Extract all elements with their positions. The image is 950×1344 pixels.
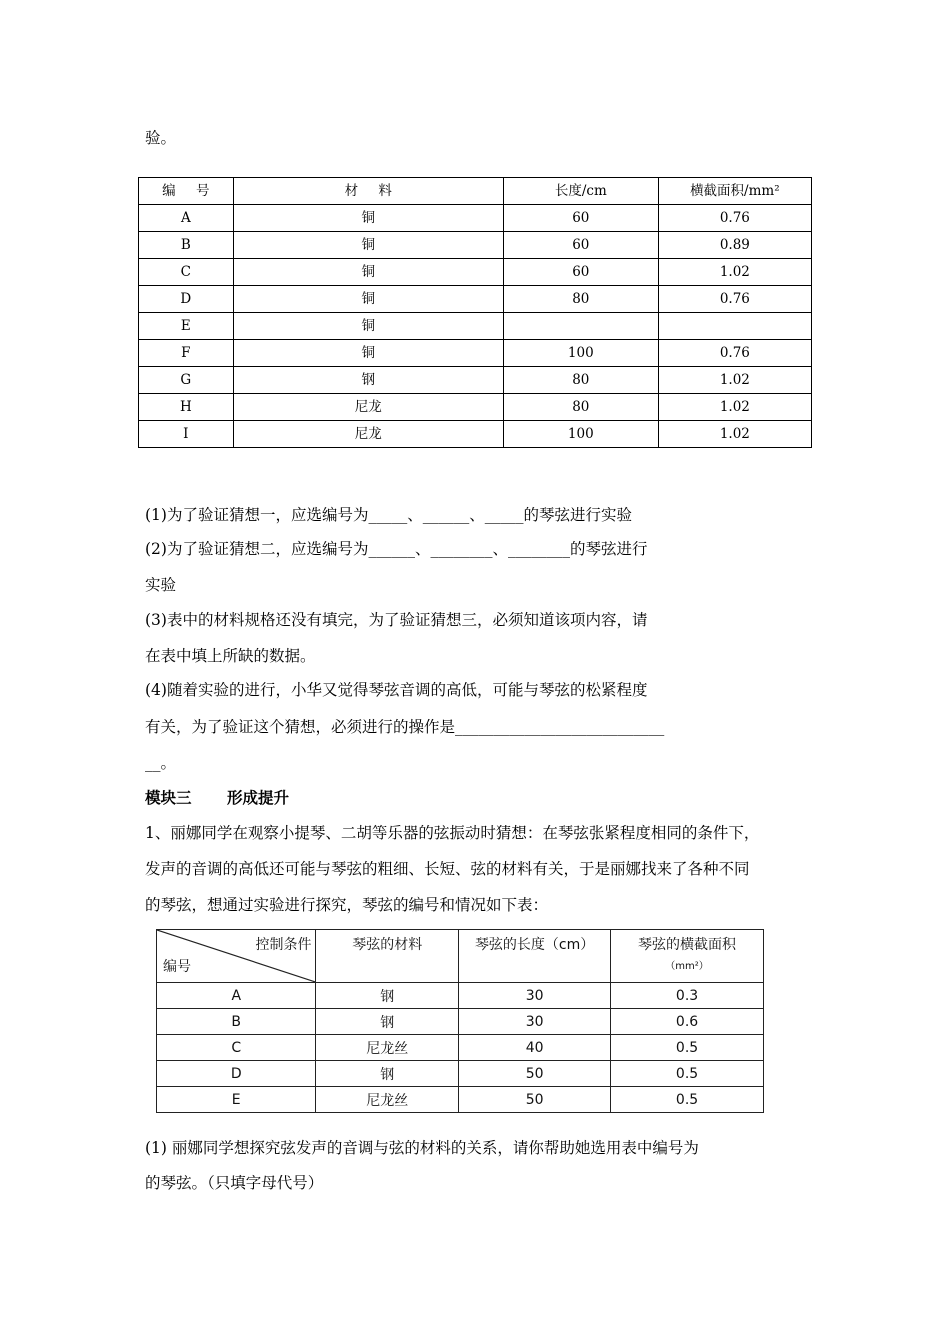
header-cell: 琴弦的长度（cm） [459,930,611,983]
cell: 0.5 [611,1061,764,1087]
strings-table-2 [156,929,764,1113]
cell: 铜 [233,205,503,232]
cell: 铜 [233,259,503,286]
cell: 尼龙丝 [316,1087,459,1113]
problem-1-line-2: 发声的音调的高低还可能与琴弦的粗细、长短、弦的材料有关，于是丽娜找来了各种不同 [145,860,750,878]
cell: 1.02 [658,367,811,394]
header-cell: 长度/cm [503,178,658,205]
question-2-line-2: 实验 [145,576,177,594]
cell: 30 [459,983,611,1009]
cell: H [139,394,234,421]
cell: I [139,421,234,448]
cell: 尼龙丝 [316,1035,459,1061]
cell: 铜 [233,313,503,340]
cell: 钢 [233,367,503,394]
cell: 1.02 [658,421,811,448]
cell: 0.76 [658,340,811,367]
header-cell: 琴弦的材料 [316,930,459,983]
cell: B [139,232,234,259]
cell: B [157,1009,316,1035]
question-4-line-1: (4)随着实验的进行，小华又觉得琴弦音调的高低，可能与琴弦的松紧程度 [145,681,648,699]
table-row [139,367,812,394]
cell: E [157,1087,316,1113]
corner-header-cell [157,930,316,983]
cell [658,313,811,340]
table-row [139,286,812,313]
header-cell [611,930,764,983]
table-row [157,1009,764,1035]
cell: 钢 [316,1009,459,1035]
header-cell: 横截面积/mm² [658,178,811,205]
cell: 100 [503,340,658,367]
table-row [139,421,812,448]
cell [503,313,658,340]
module-title: 模块三 [145,789,192,807]
cell: 尼龙 [233,394,503,421]
cell: 铜 [233,286,503,313]
cell: 80 [503,367,658,394]
cell: 50 [459,1061,611,1087]
header-cell-text: 琴弦的横截面积 [638,937,737,953]
header-cell: 材 料 [233,178,503,205]
cell: 0.76 [658,286,811,313]
cell: G [139,367,234,394]
question-4-line-2: 有关，为了验证这个猜想，必须进行的操作是___________________________ [145,718,665,736]
cell: C [157,1035,316,1061]
question-4-line-3: __。 [145,754,177,772]
cell: D [157,1061,316,1087]
cell: 0.76 [658,205,811,232]
header-cell: 编 号 [139,178,234,205]
problem-1-line-3: 的琴弦，想通过实验进行探究，琴弦的编号和情况如下表： [145,896,549,914]
table-row [139,340,812,367]
question-3-line-2: 在表中填上所缺的数据。 [145,647,316,665]
question-1: (1)为了验证猜想一，应选编号为_____、______、_____的琴弦进行实验 [145,506,632,524]
cell: 1.02 [658,259,811,286]
sub-question-1-line-1: (1) 丽娜同学想探究弦发声的音调与弦的材料的关系，请你帮助她选用表中编号为 [145,1139,699,1157]
cell: D [139,286,234,313]
sub-question-1-line-2: 的琴弦。（只填字母代号） [145,1174,324,1192]
cell: 40 [459,1035,611,1061]
table-row [139,313,812,340]
cell: 尼龙 [233,421,503,448]
cell: C [139,259,234,286]
question-3-line-1: (3)表中的材料规格还没有填完，为了验证猜想三，必须知道该项内容，请 [145,611,648,629]
cell: 0.89 [658,232,811,259]
cell: 0.5 [611,1087,764,1113]
cell: 60 [503,205,658,232]
module-subtitle: 形成提升 [227,789,290,807]
table-row [157,983,764,1009]
cell: 0.3 [611,983,764,1009]
cell: 60 [503,259,658,286]
cell: 铜 [233,340,503,367]
cell: A [157,983,316,1009]
table-header-row [139,178,812,205]
cell: 铜 [233,232,503,259]
cell: 60 [503,232,658,259]
cell: 0.6 [611,1009,764,1035]
corner-top-label: 控制条件 [255,937,312,953]
table-header-row [157,930,764,983]
cell: 30 [459,1009,611,1035]
table-row [157,1087,764,1113]
table-row [139,232,812,259]
question-2-line-1: (2)为了验证猜想二，应选编号为______、________、________的琴弦进行 [145,540,648,558]
cell: E [139,313,234,340]
cell: 0.5 [611,1035,764,1061]
cell: 100 [503,421,658,448]
cell: F [139,340,234,367]
table-row [139,394,812,421]
table-row [157,1061,764,1087]
cell: 50 [459,1087,611,1113]
corner-bottom-label: 编号 [163,959,191,975]
cell: A [139,205,234,232]
intro-tail: 验。 [145,129,177,147]
table-row [139,259,812,286]
table-row [139,205,812,232]
cell: 80 [503,394,658,421]
cell: 1.02 [658,394,811,421]
cell: 80 [503,286,658,313]
cell: 钢 [316,1061,459,1087]
header-cell-unit: （mm²） [665,961,709,972]
cell: 钢 [316,983,459,1009]
strings-table-1 [138,177,812,448]
table-row [157,1035,764,1061]
problem-1-line-1: 1、丽娜同学在观察小提琴、二胡等乐器的弦振动时猜想：在琴弦张紧程度相同的条件下， [145,824,760,842]
